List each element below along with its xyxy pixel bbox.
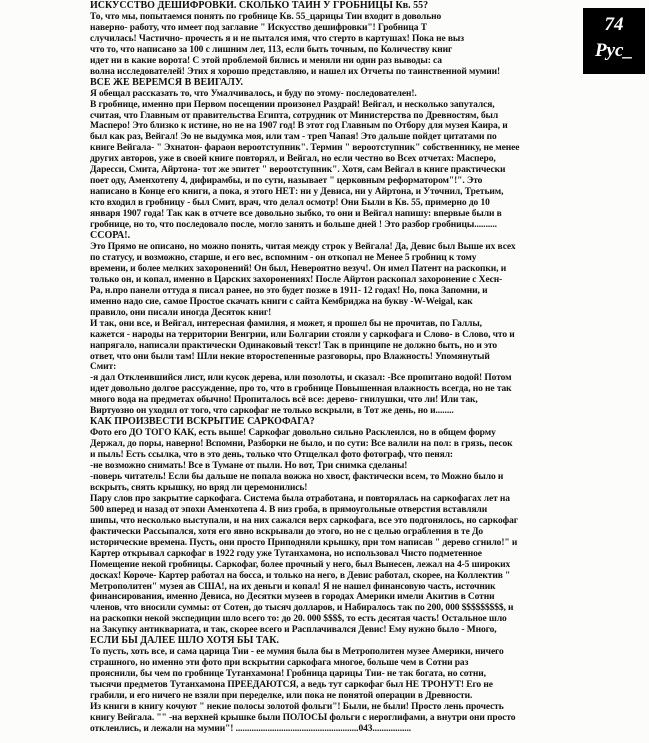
- text-line: шипы, что несколько выступали, и на них сажался верх саркофага, все это подгонялось, но саркофаг: [90, 515, 518, 526]
- text-line: книге Вейгала- " Эхнатон- фараон вероотступник". Термин " вероотступник" собственнику, не менее: [90, 143, 520, 154]
- text-line: волна исследователей! Этих я хорошо представляю, и нашел их Отчеты по таинственной мумии!: [90, 66, 501, 77]
- text-line: Из книги в книгу кочуют " некие полосы золотой фольги"! Были, не были! Просто лень прочесть: [90, 702, 504, 712]
- document-text: [90, 1, 560, 741]
- text-line: Ра, н.про панели оттуда я писал ранее, но это будет позже в 1911- 12 годах! Но, пока Запомни, и: [90, 285, 488, 296]
- text-line: То пусть, хоть все, и сама царица Тии - ее мумия была бы в Метрополитен музее Америки, ничего: [90, 647, 504, 658]
- text-line: книгу Вейгала. "" -на верхней крышке были ПОЛОСЫ фольги с иероглифами, а внутри они просто: [90, 712, 516, 723]
- text-line: досках! Короче- Картер работал на босса, и только на него, в Девис работал, скорее, на Коллектив ": [90, 570, 511, 581]
- page-number-badge: [583, 8, 645, 74]
- page-number: 74: [604, 14, 624, 35]
- text-line: Держал, до поры, наверно! Вспомни, Разборки не было, и по сути: Все валили на пол: в грязь, песок: [90, 439, 513, 450]
- section-heading: ИСКУССТВО ДЕШИФРОВКИ. СКОЛЬКО ТАЙН У ГРОБНИЦЫ Кв. 55?: [90, 1, 429, 11]
- text-line: -поверь читатель! Если бы дальше не попала вожжа но хвост, фактически всем, то Можно было и: [90, 471, 504, 482]
- text-line: по статусу, и возможно, старше, и его вес, вспомним - он откопал не Менее 5 гробниц к тому: [90, 252, 477, 263]
- text-line: Метрополитен" музея ав США!, на их деньги и копал! Я не нашел финансовую часть, источник: [90, 581, 496, 592]
- text-line: фактически Рассыпался, хотя его явно вскрывали до этого, но не с целью ограбления в те До: [90, 526, 484, 537]
- text-line: ответ, что они были там! Шли некие второстепенные разговоры, про Влажность! Упомянутый: [90, 351, 490, 362]
- text-line: идет довольно долгое рассуждение, про то, что в гробнице Повышенная влажность всегда, но не так: [90, 384, 512, 395]
- text-line: отклеились, и лежали на мумии"! ......................................................043.................: [90, 723, 412, 734]
- text-line: Даресси, Смита, Айртона- тот же эпитет " вероотступник". Хотя, сам Вейгал в книге практически: [90, 165, 506, 176]
- text-line: много вода на предметах обычно! Пропиталось всё все: дерево- гнилушки, что ли! Или так,: [90, 395, 478, 406]
- language-label: Рус_: [595, 40, 633, 61]
- text-line: что то, что написано за 100 с лишним лет, 113, если быть точным, по Количеству книг: [90, 44, 453, 55]
- text-line: кажется - народы на территории Венгрии, или Болгарии стояли у саркофага и Слово- в Слово, что и: [90, 329, 515, 340]
- text-line: Пару слов про закрытие саркофага. Система была отработана, и повторялась на саркофагах лет на: [90, 493, 510, 504]
- text-line: И так, они все, и Вейгал, интересная фамилия, я может, я прошел бы не прочитав, по Галлы,: [90, 318, 482, 329]
- text-line: вскрыть, снять крышку, но вряд ли церемонились!: [90, 482, 308, 493]
- text-line: именно надо сие, самое Простое скачать книги с сайта Кембриджа на букву -W-Weigal, как: [90, 296, 473, 307]
- text-line: Это Прямо не описано, но можно понять, читая между строк у Вейгала! Да, Девис был Выше их всех: [90, 241, 516, 252]
- text-line: исторические времена. Пусть, они просто Приподняли крышку, при том написав " дерево сгнило!" и: [90, 537, 518, 548]
- text-line: страшного, но именно эти фото при вскрытии саркофага многое, больше чем в Сотни раз: [90, 658, 469, 669]
- text-line: только он, и копал, именно в Царских захоронениях! После Айртон раскопал захоронение с Хесн-: [90, 274, 503, 285]
- text-line: Масперо! Это близко к истине, но не на 1907 год! В этот год Главным по Отбору для музея Каира, и: [90, 121, 508, 132]
- text-line: В гробнице, именно при Первом посещении произонел Раздрай! Вейгал, и несколько запутался,: [90, 99, 495, 110]
- text-line: января 1907 года! Так как в отчете все довольно зыбко, то они и Вейгал напишу: впервые были в: [90, 209, 502, 220]
- text-line: правило, они писали иногда Десяток книг!: [90, 307, 272, 318]
- text-line: прояснили, бы чем по гробнице Тутанхамона! Гробница царицы Тии- не так богата, но сотни,: [90, 669, 486, 680]
- text-line: наверно- работу, что имеет под заглавие " Искусство дешифровки"! Гробница Т: [90, 22, 427, 33]
- text-line: других авторов, уже в своей книге повторял, и Вейгал, но если честно во Всех отчетах: Масперо,: [90, 154, 496, 165]
- text-line: -я дал Отклеившийся лист, или кусок дерева, или позолоты, и сказал: -Все пропитано водой! Потом: [90, 373, 512, 384]
- section-heading: ВСЕ ЖЕ ВЕРЕМСЯ В ВЕЙГАЛУ.: [90, 77, 244, 88]
- section-heading: ССОРА!.: [90, 231, 131, 242]
- text-line: идет ни в какие ворота! С этой проблемой бились и меняли ни один раз выводы: са: [90, 55, 442, 66]
- text-line: Картер открывал саркофаг в 1922 году уже Тутанхамона, но использовал Чисто подметенное: [90, 548, 482, 559]
- text-line: -не возможно снимать! Все в Тумане от пыли. Но вот, Три снимка сделаны!: [90, 461, 408, 472]
- text-line: Виртуозно он уходил от того, что саркофаг не только вскрыли, в Тот же день, но и........: [90, 406, 454, 417]
- text-line: гробнице, но то, что последовало после, могло занять и больше дней ! Это разбор гробницы..........: [90, 220, 497, 231]
- text-line: и пыль! Есть ссылка, что в это день, только что Отщелкал фото фотограф, что пенял:: [90, 450, 453, 461]
- text-line: грабили, и его ничего не взяли при переделке, или пока не понятой операции в Древности.: [90, 691, 473, 702]
- text-line: То, что мы, попытаемся понять по гробнице Кв. 55_царицы Тии входит в довольно: [90, 11, 442, 22]
- text-line: был как раз, Вейгал! Эо не выдумка моя, или там - треп Чапая! Это дальше пойдет цитатами по: [90, 132, 497, 143]
- text-line: случилась! Частично- прочесть я и не пытался имя, что стерто в картушах! Пока не выз: [90, 33, 464, 44]
- text-line: на Закупку антиквариата, и так, скорее всего и Расплачивался Девис! Ему нужно было - Много,: [90, 625, 497, 636]
- text-line: написано в Конце его книги, а пока, я этого НЕТ: ни у Девиса, ни у Айртона, и Уточнил, Третьим,: [90, 187, 504, 198]
- text-line: Помещение некой гробницы. Саркофаг, более прочный у него, был Вынесен, лежал на 4-5 широких: [90, 559, 511, 570]
- text-line: финансирования, именно Девиса, но Десятки музеев в городах Америки имели Акитив в Сотни: [90, 592, 495, 603]
- text-line: Смит:: [90, 362, 117, 373]
- text-line: считая, что Главным от правительства Египта, сотрудник от Министерства по Древностям, был: [90, 110, 499, 121]
- text-line: тысячи предметов Тутанхамона ПРЕЕДАЮТСЯ, а ведь тут саркофаг был НЕ ТРОНУТ! Его не: [90, 680, 493, 691]
- text-line: Фото его ДО ТОГО КАК, есть выше! Саркофаг довольно сильно Расклеился, но в общем форму: [90, 428, 496, 439]
- text-line: напрягало, написали практически Одинаковый текст! Так в принципе не должно быть, но и это: [90, 340, 498, 351]
- text-line: членов, что вносили суммы: от Сотен, до тысяч долларов, и Набиралось так по 200, 000 $$$$$$$$$, и: [90, 603, 514, 614]
- text-line: времени, и более мелких захоронений! Он был, Невероятно везуч!. Он имел Патент на раскопки, и: [90, 263, 507, 274]
- text-line: Я обещал рассказать то, что Умалчивалось, и буду по этому- последователен!.: [90, 88, 417, 99]
- section-heading: КАК ПРОИЗВЕСТИ ВСКРЫТИЕ САРКОФАГА?: [90, 417, 315, 428]
- text-line: на раскопки некой экспедиции шло всего то: до 20. 000 $$$$, то есть десятая часть! Остальное шло: [90, 614, 507, 625]
- text-line: поет оду, Аменхотепу 4, дифирамбы, и по сути, называет " церковным реформатором"!". Это: [90, 176, 483, 187]
- section-heading: ЕСЛИ БЫ ДАЛЕЕ ШЛО ХОТЯ БЫ ТАК.: [90, 636, 279, 647]
- text-line: 500 вперед и назад от эпохи Аменхотепа 4. В низ гроба, в прямоугольные отверстия вставляли: [90, 504, 488, 515]
- text-line: кто входил в гробницу - был Смит, врач, что делал осмотр! Они Были в Кв. 55, примерно до 10: [90, 198, 490, 209]
